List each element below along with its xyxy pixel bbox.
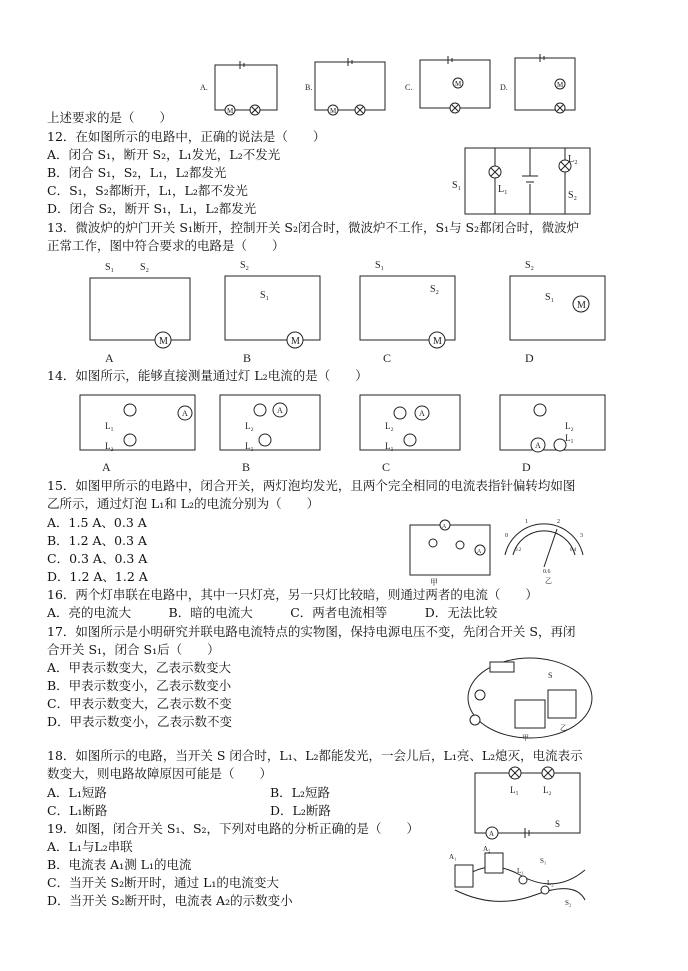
q11-circuit-c [405,56,490,113]
q19-option-c[interactable]: C．当开关 S₂断开时，通过 L₁的电流变大 [47,875,279,890]
svg-text:1: 1 [525,519,528,525]
q15-option-c[interactable]: C．0.3 A、0.3 A [47,551,148,566]
svg-text:A: A [477,549,482,555]
q15-option-d[interactable]: D．1.2 A、1.2 A [47,569,148,584]
svg-text:M: M [291,336,300,347]
q14-circuit-a [80,395,195,474]
q15-stem-line2: 乙所示，通过灯泡 L₁和 L₂的电流分别为（ ） [47,496,320,511]
q13-label-d: D [525,351,534,365]
svg-text:L₂: L₂ [543,785,552,795]
svg-text:乙: 乙 [545,577,552,585]
q18-option-b[interactable]: B．L₂短路 [270,785,330,800]
svg-text:S₂: S₂ [140,262,150,273]
q14-stem: 14．如图所示，能够直接测量通过灯 L₂电流的是（ ） [47,368,368,383]
q13-label-c: C [383,351,392,365]
svg-text:S₂: S₂ [525,260,535,271]
svg-text:L₂: L₂ [568,154,578,165]
svg-text:L₁: L₁ [517,867,524,875]
svg-text:L₁: L₁ [510,785,519,795]
svg-text:A: A [182,409,188,418]
q15-ammeter-yi [505,519,583,585]
q14-circuit-b [220,395,320,474]
q18-circuit [470,765,585,840]
q11-circuit-a [200,61,277,115]
svg-text:S: S [548,671,553,680]
q17-option-c[interactable]: C．甲表示数变大，乙表示数不变 [47,696,232,711]
svg-text:L₂: L₂ [245,421,254,431]
svg-text:S₁: S₁ [540,857,547,865]
q11-label-b: B. [305,83,313,92]
q18-stem-line1: 18．如图所示的电路，当开关 S 闭合时，L₁、L₂都能发光，一会儿后，L₁亮、L₂熄灭，电流表示 [47,748,583,763]
q19-figure [445,845,595,915]
q12-option-a[interactable]: A．闭合 S₁，断开 S₂，L₁发光，L₂不发光 [47,147,281,162]
svg-text:S₂: S₂ [565,899,572,907]
svg-text:M: M [577,300,586,311]
q18-option-d[interactable]: D．L₂断路 [270,803,331,818]
svg-text:0.2: 0.2 [515,548,522,553]
svg-text:S₁: S₁ [545,292,555,303]
svg-text:A₁: A₁ [449,853,457,861]
q12-option-d[interactable]: D．闭合 S₂，断开 S₁，L₁，L₂都发光 [47,201,257,216]
q14-label-b: B [242,460,251,474]
svg-text:甲: 甲 [430,578,438,587]
q15-option-b[interactable]: B．1.2 A、0.3 A [47,533,147,548]
svg-text:M: M [557,81,564,89]
svg-text:S₁: S₁ [105,262,115,273]
svg-text:3: 3 [580,533,583,539]
q15-option-a[interactable]: A．1.5 A、0.3 A [47,515,147,530]
svg-text:M: M [227,107,234,115]
svg-text:L₂: L₂ [547,879,554,887]
svg-text:L₁: L₁ [498,184,508,195]
svg-text:M: M [455,80,462,88]
q18-option-a[interactable]: A．L₁短路 [47,785,107,800]
q11-circuit-d [500,54,575,113]
q11-circuit-b [305,58,385,115]
svg-text:S₁: S₁ [452,180,462,191]
q16-stem: 16．两个灯串联在电路中，其中一只灯亮，另一只灯比较暗，则通过两者的电流（ ） [47,587,538,602]
svg-text:乙: 乙 [560,724,567,732]
svg-text:M: M [433,336,442,347]
svg-text:S₂: S₂ [568,190,578,201]
q13-circuit-c [360,260,455,365]
q11-tail: 上述要求的是（ ） [47,110,173,125]
svg-text:0: 0 [505,533,508,539]
q14-label-d: D [522,460,531,474]
q17-option-a[interactable]: A．甲表示数变大，乙表示数变大 [47,660,232,675]
q13-circuit-a [90,262,190,365]
svg-text:0.6: 0.6 [543,569,551,575]
svg-text:M: M [330,107,337,115]
q19-stem: 19．如图，闭合开关 S₁、S₂，下列对电路的分析正确的是（ ） [47,821,420,836]
q19-option-a[interactable]: A．L₁与L₂串联 [47,839,133,854]
svg-text:A: A [535,441,541,450]
q18-stem-line2: 数变大，则电路故障原因可能是（ ） [47,766,273,781]
svg-text:L₁: L₁ [385,441,394,451]
q17-figure [460,650,600,745]
q13-stem-line2: 正常工作，图中符合要求的电路是（ ） [47,238,285,253]
q13-circuit-b [225,260,320,365]
q13-stem-line1: 13．微波炉的炉门开关 S₁断开，控制开关 S₂闭合时，微波炉不工作，S₁与 S₂都闭合时，微波炉 [47,220,580,235]
q11-figures [200,50,600,120]
svg-text:A: A [489,830,495,838]
svg-text:A: A [419,409,425,418]
q14-label-c: C [382,460,391,474]
q14-circuit-c [360,395,460,474]
q12-stem: 12．在如图所示的电路中，正确的说法是（ ） [47,129,326,144]
q13-circuit-d [510,260,605,365]
svg-text:L₂: L₂ [385,421,394,431]
svg-text:S₁: S₁ [375,260,385,271]
q14-circuit-d [500,395,605,474]
svg-text:S₂: S₂ [240,260,250,271]
svg-text:L₁: L₁ [105,421,114,431]
svg-text:L₂: L₂ [105,441,114,451]
svg-text:S: S [555,819,561,829]
q16-options[interactable]: A．亮的电流大 B．暗的电流大 C．两者电流相等 D．无法比较 [47,605,498,620]
q17-option-b[interactable]: B．甲表示数变小，乙表示数变小 [47,678,232,693]
q12-circuit [450,140,600,220]
q15-circuit-jia [410,520,490,587]
svg-text:L₁: L₁ [245,441,254,451]
svg-text:2: 2 [557,519,560,525]
q19-option-b[interactable]: B．电流表 A₁测 L₁的电流 [47,857,192,872]
svg-text:M: M [159,336,168,347]
svg-text:A: A [277,406,283,415]
q17-stem-line2: 合开关 S₁，闭合 S₁后（ ） [47,642,220,657]
q12-option-b[interactable]: B．闭合 S₁，S₂，L₁，L₂都发光 [47,165,227,180]
q11-label-c: C. [405,83,413,92]
q17-option-d[interactable]: D．甲表示数变小，乙表示数不变 [47,714,233,729]
q13-label-a: A [105,351,114,365]
svg-text:A: A [442,524,447,530]
q15-figures [405,515,595,585]
q13-label-b: B [243,351,252,365]
svg-text:甲: 甲 [522,734,529,742]
svg-text:L₁: L₁ [565,433,574,443]
svg-text:L₂: L₂ [565,421,574,431]
svg-text:0.4: 0.4 [570,548,577,553]
svg-text:S₁: S₁ [260,290,270,301]
q18-option-c[interactable]: C．L₁断路 [47,803,108,818]
q15-stem-line1: 15．如图甲所示的电路中，闭合开关，两灯泡均发光，且两个完全相同的电流表指针偏转均如图 [47,478,576,493]
q11-label-d: D. [500,83,508,92]
q14-figures [80,385,610,473]
svg-text:S₂: S₂ [430,284,440,295]
q14-label-a: A [102,460,111,474]
q12-option-c[interactable]: C．S₁，S₂都断开，L₁，L₂都不发光 [47,183,248,198]
q11-label-a: A. [200,83,208,92]
q17-stem-line1: 17．如图所示是小明研究并联电路电流特点的实物图，保持电源电压不变，先闭合开关 S，再闭 [47,624,576,639]
q13-figures [85,258,605,368]
q19-option-d[interactable]: D．当开关 S₂断开时，电流表 A₂的示数变小 [47,893,293,908]
svg-text:A₂: A₂ [483,845,491,853]
